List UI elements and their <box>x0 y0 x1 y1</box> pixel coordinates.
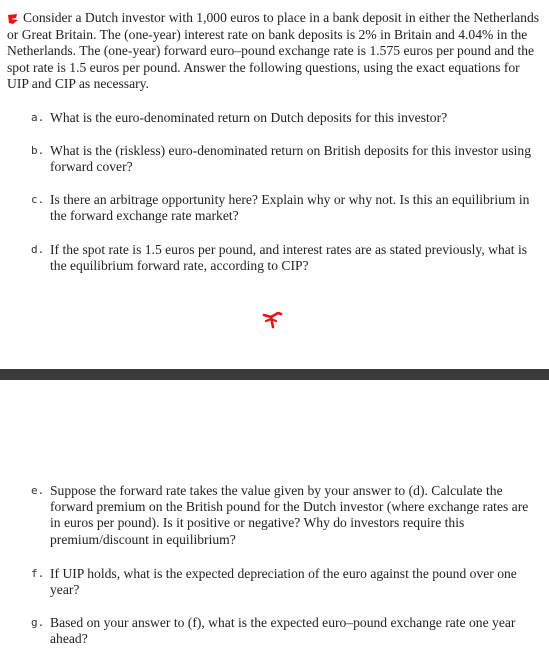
question-letter: b. <box>31 144 45 157</box>
question-e <box>31 483 531 548</box>
question-letter: g. <box>31 616 45 629</box>
question-text: Is there an arbitrage opportunity here? Explain why or why not. Is this an equilibrium in the forward exchange rate market? <box>50 192 530 224</box>
question-text: Suppose the forward rate takes the value given by your answer to (d). Calculate the forward premium on the British pound for the Dutch investor (where exchange rates are in euros per pound). Is it positive or negative? Why do investors require this premium/discount in equilibrium? <box>50 483 529 547</box>
question-a <box>31 110 531 126</box>
red-scribble-mark-icon <box>262 308 284 330</box>
question-letter: f. <box>31 567 45 580</box>
question-d <box>31 242 531 274</box>
question-letter: a. <box>31 111 45 124</box>
question-text: What is the (riskless) euro-denominated return on British deposits for this investor using forward cover? <box>50 143 531 175</box>
problem-intro-text: Consider a Dutch investor with 1,000 euros to place in a bank deposit in either the Netherlands or Great Britain. The (one-year) interest rate on bank deposits is 2% in Britain and 4.04% in the Netherlands. The (one-year) forward euro–pound exchange rate is 1.575 euros per pound and the spot rate is 1.5 euros per pound. Answer the following questions, using the exact equations for UIP and CIP as necessary. <box>7 10 540 92</box>
question-g <box>31 615 531 647</box>
question-c <box>31 192 531 224</box>
question-text: If the spot rate is 1.5 euros per pound, and interest rates are as stated previously, what is the equilibrium forward rate, according to CIP? <box>50 242 528 274</box>
question-letter: c. <box>31 193 45 206</box>
problem-number-marker-icon <box>7 13 19 25</box>
question-text: Based on your answer to (f), what is the expected euro–pound exchange rate one year ahead? <box>50 615 516 647</box>
question-text: What is the euro-denominated return on Dutch deposits for this investor? <box>50 110 448 125</box>
page-divider <box>0 369 549 380</box>
question-b <box>31 143 531 175</box>
question-letter: e. <box>31 484 45 497</box>
question-letter: d. <box>31 243 45 256</box>
question-f <box>31 566 531 598</box>
question-text: If UIP holds, what is the expected depreciation of the euro against the pound over one year? <box>50 566 517 598</box>
problem-intro <box>7 10 542 93</box>
